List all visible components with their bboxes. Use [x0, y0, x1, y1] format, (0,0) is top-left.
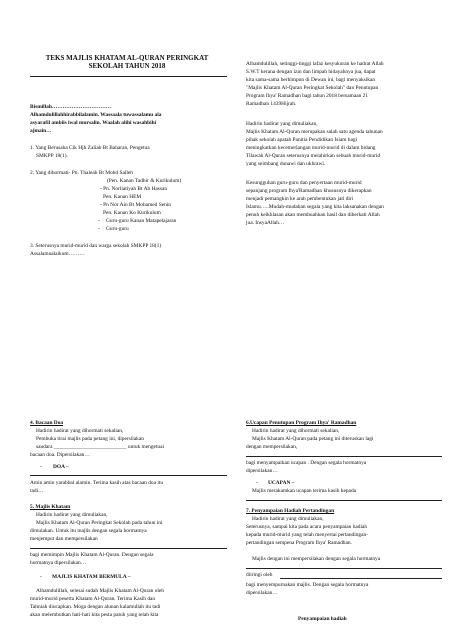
item-2-bullet-1: - — [98, 218, 100, 224]
item-2-line-1: 2. Yang dihormati- Pn. Thaleah Bt Mohd Salleh — [30, 170, 133, 176]
section-6-heading: 6.Ucapan Penutupan Program Ihya' Ramadhan — [246, 420, 357, 426]
doa-line-2: tadi… — [30, 488, 44, 494]
kesungguhan-line-1: Kesungguhan guru-guru dan penyertaan murid-murid — [246, 180, 362, 186]
hadirin-line-5: Tilawah Al-Quran seterusnya melahirkan sebuah murid-murid — [246, 153, 381, 159]
s7-line-6: diiringi oleh — [246, 572, 273, 578]
mkb-bullet: - — [40, 574, 42, 580]
title-line-1: TEKS MAJLIS KHATAM AL-QURAN PERINGKAT — [45, 54, 209, 62]
hadirin-line-4: meningkatkan kecemerlangan murid-murid di dalam bidang — [246, 145, 376, 151]
hadirin-line-6: yang seimbang dunawi dan ukhrawi. — [246, 161, 326, 167]
item-2-line-5: - Pn Nor Ain Bt Mohamed Senin — [100, 202, 171, 208]
penyampaian-hadiah-heading: Penyampaian hadiah — [298, 616, 347, 622]
hadirin-line-3: pihak sekolah apatah Panitia Pendidikan Islam bagi — [246, 137, 358, 143]
s6-line-5: dipersilakan… — [246, 468, 278, 474]
title-rule — [30, 76, 227, 77]
page-bottom — [0, 380, 474, 632]
opening-line-3: ajmain… — [30, 128, 52, 134]
s5-line-5: bagi memimpin Majlis Khatam Al-Quran. Dengan segala — [30, 552, 154, 558]
doa-line-1: Amin amin yarabbal alamin. Terima kasih atas bacaan doa itu — [30, 480, 164, 486]
kesungguhan-line-4: Islamu…..Mudah-mudahan segala yang kita laksanakan dengan — [246, 204, 384, 210]
mkb-line-2: murid-murid peserta Khatam Al-Quran. Terima Kasih dan — [30, 596, 156, 602]
s5-line-6: hormatnya dipersilakan… — [30, 560, 87, 566]
item-2-bullet-2: - — [98, 226, 100, 232]
mkb-line-4: akan melembutkan hati-hati kita pesta patuh yang telah kita — [30, 612, 159, 618]
s7-blank-line-2 — [280, 578, 442, 579]
s5-line-2: Majlis Khatam Al-Quran Peringkat Sekolah pada tahun ini — [36, 520, 163, 526]
kesungguhan-line-6: jua. InsyaAllah… — [246, 220, 285, 226]
s6-line-4: bagi menyampaikan ucapan . Dengan segala hormatnya — [246, 460, 367, 466]
kesungguhan-line-3: menjadi pemangkin ke arah pembentukan jati diri — [246, 196, 354, 202]
section-5-heading: 5. Majlis Khatam — [30, 504, 71, 510]
item-2-line-3: - Pn. Norliatiyah Bt Ab Hassan — [100, 186, 168, 192]
s5-line-3: dimulakan. Untuk itu majlis dengan segala hormatnya — [30, 528, 147, 534]
right-para-1-line-5: Program Ihya' Ramadhan bagi tahun 2018 bersamaan 21 — [246, 93, 369, 99]
s7-line-4: pertandingan sempena Program Ihya' Ramadhan. — [246, 540, 352, 546]
s7-line-1: Hadirin hadirat yang dimuliakan, — [252, 516, 324, 522]
right-para-1-line-3: kita sama-sama berhimpun di Dewan ini, bagi menyaksikan — [246, 77, 376, 83]
right-para-1-line-1: Alhamdulillah, setinggi-tinggi lafaz kesyukuran ke hadrat Allah — [246, 61, 384, 67]
item-2-line-6: Pen. Kanan Ko Kurikulum — [103, 210, 161, 216]
right-para-1-line-2: S.W.T kerana dengan izin dan limpah hidayahnya jua, dapat — [246, 69, 376, 75]
document-title — [42, 54, 212, 70]
ucapan-blank-line — [246, 500, 442, 501]
kesungguhan-line-5: penuh keikhlasan akan membuahkan hasil dan diberkati Allah — [246, 212, 380, 218]
opening-line-1: Alhamdulillahhirabbilalamin. Wassaala tuwassalamu ala — [30, 112, 162, 118]
ucapan-line-1: Majlis merakamkan ucapan terima kasih kepada — [252, 488, 357, 494]
doa-rule — [30, 475, 227, 476]
mkb-line-1: Alhamdulillah, selesai sudah Majlis Khatam Al-Quran oleh — [36, 588, 165, 594]
s4-line-2: Pembuka tirai majlis pada petang ini, dipersilakan — [36, 436, 144, 442]
s6-line-1: Hadirin hadirat yang dihormati sekalian, — [252, 428, 340, 434]
majlis-khatam-bermula-heading: MAJLIS KHATAM BERMULA – — [52, 574, 131, 580]
s4-line-3: saudara ___________________________ untuk mengetuai — [36, 444, 165, 450]
s7-line-2: Seterusnya, sampai kita pada acara penyampaian hadiah — [246, 524, 368, 530]
s4-line-4: bacaan doa. Dipersilakan… — [30, 452, 90, 458]
item-2-line-7: Guru-guru Kanan Matapelajaran — [106, 218, 177, 224]
item-2-line-8: Guru-guru — [106, 226, 129, 232]
doa-heading: DOA – — [53, 464, 69, 470]
item-1-line-1: 1. Yang Berusaha Cik Hjh Zaliah Bt Baharan, Pengetua — [30, 145, 150, 151]
right-para-1-line-6: Ramadhan 1439Hijrah. — [246, 101, 297, 107]
s7-line-3: kepada murid-murid yang telah menyertai pertandingan- — [246, 532, 368, 538]
bismillah: Bismillah…………………………… — [30, 104, 112, 110]
kesungguhan-line-2: sepanjang program Ihya'Ramadhan khususnya dikerapkan — [246, 188, 372, 194]
title-line-2: SEKOLAH TAHUN 2018 — [88, 62, 166, 71]
s7-line-7: bagi menyempurnakan majlis. Dengan segala hormatnya — [246, 582, 369, 588]
item-2-line-2: (Pen. Kanan Tadbir & Kurikulum) — [107, 178, 182, 184]
s7-line-8: dipersilakan… — [246, 590, 278, 596]
s5-line-1: Hadirin hadirat yang dimuliakan, — [36, 512, 108, 518]
s6-line-3: dengan mempersilakan, — [246, 444, 298, 450]
section-4-heading: 4. Bacaan Doa — [30, 420, 64, 426]
item-3-line-1: 3. Seterusnya murid-murid dan warga sekolah SMKPP 18(1) — [30, 243, 162, 249]
mkb-line-3: Tahniah diucapkan. Moga dengan alunan kalamullah itu tadi — [30, 604, 161, 610]
s4-line-1: Hadirin hadirat yang dihormati sekalian, — [36, 428, 124, 434]
s6-line-2: Majlis Khatam Al-Quran pada petang ini diteruskan lagi — [252, 436, 374, 442]
item-3-line-2: Assalamualaikum……… — [30, 251, 85, 257]
s5-line-4: menjemput dan mempersilakan — [30, 536, 98, 542]
opening-line-2: asyarafil ambiis iwal mursalin. Waalah alihi wasahbihi — [30, 120, 157, 126]
item-1-line-2: SMKPP 18(1). — [36, 153, 68, 159]
ucapan-bullet: - — [256, 480, 258, 486]
hadirin-line-1: Hadirin hadirat yang dimuliakan, — [246, 121, 318, 127]
s7-blank-line-1 — [246, 568, 442, 569]
right-para-1-line-4: "Majlis Khatam Al-Quran Peringkat Sekolah" dan Penutupan — [246, 85, 379, 91]
hadirin-line-2: Majlis Khatam Al-Quran merupakan salah satu agenda tahunan — [246, 129, 383, 135]
ucapan-heading: UCAPAN – — [268, 480, 295, 486]
section-7-heading: 7. Penyampaian Hadiah Pertandingan — [246, 508, 335, 514]
s7-line-5: Majlis dengan ini mempersilakan dengan segala hormatnya — [252, 556, 381, 562]
s6-blank-line — [246, 456, 442, 457]
doa-bullet: - — [40, 464, 42, 470]
item-2-line-4: Pen. Kanan HEM — [103, 194, 142, 200]
s5-blank-line — [30, 548, 227, 549]
